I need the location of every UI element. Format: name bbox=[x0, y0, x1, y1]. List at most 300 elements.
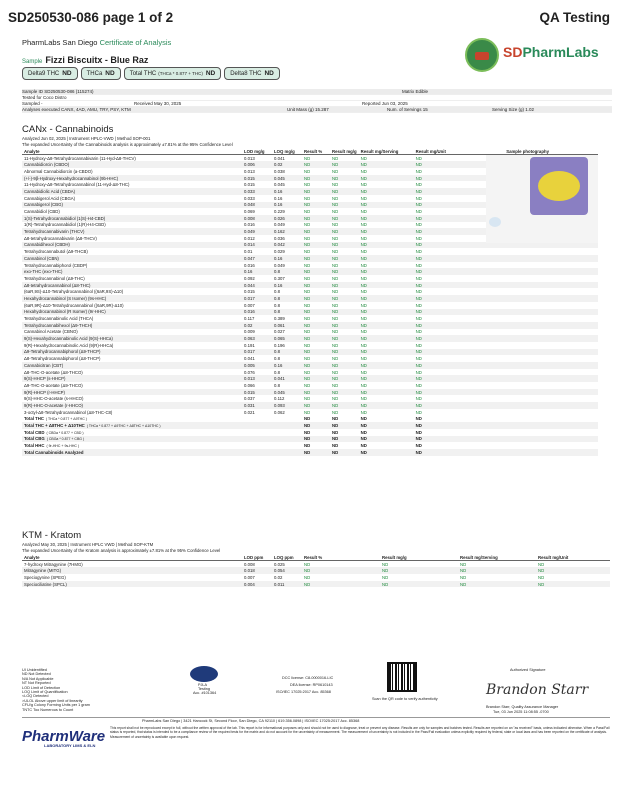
lod-value: 0.015 bbox=[242, 389, 272, 396]
photo-cell bbox=[458, 275, 598, 282]
result-value: ND bbox=[332, 429, 339, 435]
result-value: ND bbox=[359, 175, 414, 182]
table-row bbox=[22, 581, 610, 588]
report-title: SD250530-086 page 1 of 2 bbox=[8, 10, 174, 25]
footer-disclaimer: This report shall not be reproduced except in full, without the written approval of the lab. This report is for informational purposes only and should not be used to diagnose, treat or prevent any disease. Results are only for samples and batches tested. Results are reported on an "as received" basis, unless indicated otherwise. When a Pass/Fail status is reported, that status is intended to be a compliance review of the required tests for the matrix and do not account for the uncertainty of measurement. The measurement of uncertainty is not included in the Pass/Fail evaluation unless explicitly required by federal, state or local laws and has been reported on the certificate of analysis. Measurement of uncertainty is available upon request. bbox=[110, 726, 610, 739]
pjla-sub: Testing bbox=[198, 687, 211, 691]
result-value: ND bbox=[360, 262, 367, 268]
page-header bbox=[8, 10, 610, 32]
analyte-name: Abnormal Cannabidiorcin (a-CBDO) bbox=[24, 168, 93, 174]
result-value: ND bbox=[414, 228, 458, 235]
pharmware-sub: LABORATORY LIMS & ELN bbox=[44, 743, 96, 748]
result-value: ND bbox=[332, 222, 339, 228]
result-value: ND bbox=[414, 402, 458, 409]
result-value: ND bbox=[359, 242, 414, 249]
loq-value bbox=[272, 416, 302, 423]
loq-value: 0.196 bbox=[274, 342, 285, 348]
result-value: ND bbox=[330, 422, 359, 429]
analyte-name: Δ8-Tetrahydrocannabiphorol (Δ8-THCP) bbox=[24, 356, 101, 362]
lod-value: 0.191 bbox=[244, 342, 255, 348]
pjla-acc: Acc. #101364 bbox=[193, 691, 217, 695]
photo-cell bbox=[458, 395, 598, 402]
result-value: ND bbox=[414, 362, 458, 369]
result-value: ND bbox=[415, 289, 422, 295]
qr-code-icon[interactable] bbox=[387, 662, 417, 692]
photo-cell bbox=[458, 268, 598, 275]
photo-cell bbox=[458, 355, 598, 362]
pill-value: ND bbox=[264, 70, 274, 77]
table-row bbox=[22, 255, 598, 262]
result-value: ND bbox=[304, 249, 311, 255]
pjla-label: PJLA bbox=[198, 683, 208, 687]
gummy-icon bbox=[489, 217, 501, 227]
result-value: ND bbox=[330, 268, 359, 275]
result-value: ND bbox=[304, 561, 311, 567]
result-value: ND bbox=[415, 382, 422, 388]
result-value: ND bbox=[414, 335, 458, 342]
photo-cell bbox=[458, 389, 598, 396]
result-value: ND bbox=[359, 282, 414, 289]
result-value: ND bbox=[360, 382, 367, 388]
legend-item: N/A Not Applicable bbox=[22, 676, 54, 681]
result-value: ND bbox=[415, 275, 422, 281]
result-value: ND bbox=[536, 581, 610, 588]
product-package-icon bbox=[530, 157, 588, 215]
result-value: ND bbox=[304, 155, 311, 161]
lod-value: 0.016 bbox=[244, 262, 255, 268]
result-value: ND bbox=[302, 228, 330, 235]
dcc-license: DCC license: C8-0000016-LIC bbox=[282, 676, 334, 680]
pill-2 bbox=[124, 67, 222, 80]
result-value: ND bbox=[359, 436, 414, 443]
lod-value bbox=[242, 436, 272, 443]
result-value: ND bbox=[415, 168, 422, 174]
result-value: ND bbox=[304, 342, 311, 348]
lod-value: 0.16 bbox=[242, 268, 272, 275]
pill-1 bbox=[81, 67, 121, 80]
lod-value bbox=[242, 422, 272, 429]
result-value: ND bbox=[360, 329, 367, 335]
result-value: ND bbox=[302, 309, 330, 316]
photo-cell bbox=[458, 442, 598, 449]
total-name bbox=[22, 442, 242, 449]
result-value: ND bbox=[458, 567, 536, 574]
pharmware-logo bbox=[22, 728, 106, 758]
loq-value: 0.16 bbox=[272, 202, 302, 209]
lod-value: 0.041 bbox=[244, 356, 255, 362]
loq-value bbox=[272, 422, 302, 429]
analyte-name: Cannabidihexol (CBDH) bbox=[22, 242, 242, 249]
photo-cell bbox=[458, 409, 598, 416]
sample-line bbox=[22, 55, 148, 65]
result-value: ND bbox=[304, 222, 311, 228]
result-value: ND bbox=[360, 396, 367, 402]
result-value: ND bbox=[538, 574, 545, 580]
result-value: ND bbox=[360, 249, 367, 255]
pill-3 bbox=[224, 67, 280, 80]
photo-cell bbox=[458, 362, 598, 369]
ktm-meta1: Analyzed May 30, 2025 | Instrument HPLC VWD | Method SOP-KTM bbox=[22, 542, 154, 547]
lod-value: 0.016 bbox=[242, 309, 272, 316]
legend-item: <LOQ Detected bbox=[22, 694, 49, 699]
lod-value: 0.017 bbox=[242, 295, 272, 302]
lod-value: 0.013 bbox=[242, 375, 272, 382]
loq-value: 0.8 bbox=[272, 309, 302, 316]
result-value: ND bbox=[360, 195, 367, 201]
photo-cell bbox=[458, 255, 598, 262]
analyte-name: Cannabidiolic Acid (CBDA) bbox=[22, 188, 242, 195]
legend-item: >ULOL Above upper limit of linearity bbox=[22, 698, 83, 703]
col-header: Result mg/Serving bbox=[360, 149, 399, 155]
result-value: ND bbox=[360, 356, 367, 362]
result-value: ND bbox=[415, 342, 422, 348]
col-header: Result mg/Serving bbox=[460, 555, 498, 561]
total-row bbox=[22, 422, 598, 429]
result-value: ND bbox=[332, 316, 339, 322]
lod-value: 0.033 bbox=[244, 195, 255, 201]
result-value: ND bbox=[332, 182, 339, 188]
lod-value: 0.007 bbox=[244, 574, 255, 580]
lod-value: 0.015 bbox=[244, 289, 255, 295]
loq-value: 0.112 bbox=[274, 396, 285, 402]
total-name bbox=[22, 422, 242, 429]
lod-value: 0.076 bbox=[244, 369, 255, 375]
loq-value: 0.038 bbox=[274, 168, 285, 174]
result-value: ND bbox=[302, 282, 330, 289]
result-value: ND bbox=[332, 329, 339, 335]
result-value: ND bbox=[380, 581, 458, 588]
result-value: ND bbox=[415, 249, 422, 255]
loq-value: 0.8 bbox=[272, 349, 302, 356]
result-value: ND bbox=[304, 209, 311, 215]
result-value: ND bbox=[414, 349, 458, 356]
total-label: Total Cannabinoids Analyzed bbox=[24, 449, 84, 455]
result-value: ND bbox=[460, 561, 467, 567]
lod-value: 0.012 bbox=[244, 235, 255, 241]
result-value: ND bbox=[414, 422, 458, 429]
result-value: ND bbox=[414, 161, 458, 168]
result-value: ND bbox=[382, 574, 389, 580]
pill-label: Total THC bbox=[129, 71, 157, 77]
table-row bbox=[22, 275, 598, 282]
loq-value: 0.054 bbox=[272, 567, 302, 574]
result-value: ND bbox=[302, 268, 330, 275]
signature-image: Brandon Starr bbox=[486, 682, 589, 698]
lod-value: 0.02 bbox=[242, 322, 272, 329]
total-name bbox=[22, 436, 242, 443]
photo-cell bbox=[458, 315, 598, 322]
analyte-name: 1(R)-Tetrahydrocannabidiol (1(R)-H4-CBD) bbox=[24, 222, 106, 228]
pharmware-a: Pharm bbox=[22, 728, 69, 745]
result-value: ND bbox=[330, 389, 359, 396]
photo-cell bbox=[458, 375, 598, 382]
result-value: ND bbox=[360, 342, 367, 348]
lod-value: 0.031 bbox=[242, 402, 272, 409]
canx-title: CANx - Cannabinoids bbox=[22, 124, 114, 135]
result-value: ND bbox=[304, 195, 311, 201]
col-header: LOD mg/g bbox=[244, 149, 265, 155]
sample-photo bbox=[486, 155, 598, 243]
analyte-name: Cannabigerol Acid (CBGA) bbox=[24, 195, 76, 201]
photo-cell bbox=[458, 295, 598, 302]
result-value: ND bbox=[330, 202, 359, 209]
result-value: ND bbox=[304, 369, 311, 375]
total-formula: ( CBDa * 0.877 + CBD ) bbox=[46, 430, 84, 435]
result-value: ND bbox=[304, 262, 311, 268]
result-value: ND bbox=[360, 316, 367, 322]
photo-cell bbox=[458, 262, 598, 269]
loq-value: 0.02 bbox=[272, 161, 302, 168]
analyses: Analyses executed CANX, 4AD, AMU, TRY, PSY, KTM bbox=[22, 107, 131, 112]
result-value: ND bbox=[302, 422, 330, 429]
result-value: ND bbox=[359, 255, 414, 262]
loq-value: 0.16 bbox=[272, 282, 302, 289]
result-value: ND bbox=[360, 209, 367, 215]
footer-address: PharmLabs San Diego | 3421 Hancock St, Second Floor, San Diego, CA 92110 | 619.356.0898 | ISO/IEC 17025:2017 Acc. 85368 bbox=[142, 719, 360, 723]
result-value: ND bbox=[360, 275, 367, 281]
loq-value: 0.045 bbox=[272, 175, 302, 182]
result-value: ND bbox=[330, 449, 359, 456]
result-value: ND bbox=[332, 409, 339, 415]
table-row bbox=[22, 302, 598, 309]
result-value: ND bbox=[330, 242, 359, 249]
logo-rest: PharmLabs bbox=[522, 44, 599, 60]
col-header: Result mg/g bbox=[332, 149, 357, 155]
sample-info bbox=[22, 89, 612, 113]
loq-value: 0.16 bbox=[272, 188, 302, 195]
result-value: ND bbox=[302, 188, 330, 195]
logo-mark-icon bbox=[465, 38, 499, 72]
result-value: ND bbox=[360, 416, 367, 422]
loq-value bbox=[272, 429, 302, 436]
photo-cell bbox=[458, 349, 598, 356]
photo-cell bbox=[458, 329, 598, 336]
total-name bbox=[22, 429, 242, 436]
analyte-name: (6aR,9R)-Δ10-Tetrahydrocannabinol ((6aR,9R)-Δ10) bbox=[24, 302, 124, 308]
legend-item: LOD Limit of Detection bbox=[22, 685, 61, 690]
result-value: ND bbox=[330, 161, 359, 168]
result-value: ND bbox=[415, 235, 422, 241]
loq-value: 0.042 bbox=[272, 242, 302, 249]
canx-meta1: Analyzed Jun 02, 2025 | Instrument HPLC-VWD | Method SOP-001 bbox=[22, 136, 151, 141]
analyte-name: 1(S)-Tetrahydrocannabidiol (1(S)-H4-CBD) bbox=[22, 215, 242, 222]
col-header: LOQ ppm bbox=[274, 555, 294, 561]
table-row bbox=[22, 342, 598, 349]
photo-cell bbox=[458, 288, 598, 295]
result-value: ND bbox=[302, 295, 330, 302]
loq-value: 0.027 bbox=[274, 329, 285, 335]
result-value: ND bbox=[332, 396, 339, 402]
result-value: ND bbox=[360, 155, 367, 161]
loq-value: 0.8 bbox=[274, 302, 280, 308]
analyte-name: Cannabidiol (CBD) bbox=[24, 209, 60, 215]
result-value: ND bbox=[414, 436, 458, 443]
analyte-name: Δ8-tetrahydrocannabinol (Δ8-THC) bbox=[22, 282, 242, 289]
loq-value: 0.093 bbox=[272, 402, 302, 409]
result-value: ND bbox=[414, 449, 458, 456]
loq-value: 0.029 bbox=[274, 249, 285, 255]
photo-cell bbox=[458, 429, 598, 436]
result-value: ND bbox=[360, 302, 367, 308]
sample-label: Sample bbox=[22, 59, 43, 65]
result-value: ND bbox=[360, 409, 367, 415]
table-row bbox=[22, 409, 598, 416]
result-value: ND bbox=[415, 302, 422, 308]
result-value: ND bbox=[414, 295, 458, 302]
unit-mass: Unit Mass (g) 15.287 bbox=[287, 107, 329, 112]
lod-value: 0.013 bbox=[244, 168, 255, 174]
analyte-name: Cannabicitran (CBT) bbox=[22, 362, 242, 369]
analyte-name: 9(R)-HHCP (r-HHCP) bbox=[22, 389, 242, 396]
loq-value bbox=[272, 442, 302, 449]
total-label: Total HHC bbox=[24, 443, 45, 449]
loq-value: 0.8 bbox=[274, 369, 280, 375]
loq-value: 0.389 bbox=[274, 316, 285, 322]
lod-value bbox=[242, 429, 272, 436]
ktm-title: KTM - Kratom bbox=[22, 530, 82, 541]
legend-item: UI Unidentified bbox=[22, 668, 47, 672]
col-header: Result % bbox=[304, 555, 323, 561]
col-header: Analyte bbox=[24, 555, 40, 561]
sampled: Sampled - bbox=[22, 101, 43, 106]
result-value: ND bbox=[304, 168, 311, 174]
result-value: ND bbox=[359, 215, 414, 222]
pjla-icon bbox=[190, 666, 218, 682]
servings: Num. of Servings 15 bbox=[387, 107, 428, 112]
result-value: ND bbox=[359, 202, 414, 209]
table-row bbox=[22, 268, 598, 275]
analyte-name: Speciogynine (SPEG) bbox=[24, 574, 66, 580]
total-row bbox=[22, 429, 598, 436]
table-row bbox=[22, 561, 610, 568]
sample-name: Fizzi Biscuitx - Blue Raz bbox=[45, 55, 149, 65]
result-value: ND bbox=[359, 322, 414, 329]
lod-value: 0.047 bbox=[242, 255, 272, 262]
lod-value: 0.044 bbox=[242, 282, 272, 289]
result-value: ND bbox=[304, 574, 311, 580]
lod-value: 0.013 bbox=[244, 155, 255, 161]
lod-value: 0.048 bbox=[242, 202, 272, 209]
table-row bbox=[22, 288, 598, 295]
result-value: ND bbox=[414, 242, 458, 249]
lod-value: 0.005 bbox=[242, 362, 272, 369]
table-row bbox=[22, 335, 598, 342]
result-value: ND bbox=[330, 295, 359, 302]
lod-value: 0.017 bbox=[242, 349, 272, 356]
result-value: ND bbox=[360, 289, 367, 295]
result-value: ND bbox=[360, 429, 367, 435]
result-value: ND bbox=[302, 567, 380, 574]
result-value: ND bbox=[330, 228, 359, 235]
legend-item: ND Not Detected bbox=[22, 672, 51, 677]
result-value: ND bbox=[332, 302, 339, 308]
result-value: ND bbox=[415, 443, 422, 449]
lod-value: 0.004 bbox=[242, 581, 272, 588]
total-formula: ( CBGa * 0.877 + CBG ) bbox=[46, 437, 85, 442]
lod-value bbox=[242, 416, 272, 423]
legend-item: CFU/g Colony Forming Units per 1 gram bbox=[22, 703, 90, 708]
analyte-name: Tetrahydrocannabiphorol (CBDP) bbox=[24, 262, 88, 268]
total-label: Total CBD bbox=[24, 429, 45, 435]
analyte-name: (+/-)-9β-Hydroxy-Hexahydrocannabinol (9b-HHC) bbox=[22, 175, 242, 182]
result-value: ND bbox=[304, 356, 311, 362]
analyte-name: Hexahydrocannabinol (R Isomer) (9r-HHC) bbox=[22, 309, 242, 316]
analyte-name: Δ9-Tetrahydrocannabiphorol (Δ9-THCP) bbox=[22, 349, 242, 356]
analyte-name: 7-hydroxy Mitragynine (7HMG) bbox=[24, 561, 83, 567]
result-value: ND bbox=[330, 309, 359, 316]
loq-value: 0.049 bbox=[274, 222, 285, 228]
result-value: ND bbox=[415, 262, 422, 268]
result-value: ND bbox=[330, 282, 359, 289]
lab-line bbox=[22, 38, 171, 47]
legend-item: NT Not Reported bbox=[22, 681, 51, 686]
result-value: ND bbox=[332, 356, 339, 362]
ktm-meta2: The expanded Uncertainty of the Kratom analysis is approximately ±7.81% at the 95% Confidence Level bbox=[22, 548, 221, 553]
total-formula: ( 9r-HHC + 9s-HHC ) bbox=[46, 444, 80, 449]
result-value: ND bbox=[332, 369, 339, 375]
qa-label: QA Testing bbox=[539, 10, 610, 25]
result-value: ND bbox=[304, 289, 311, 295]
summary-pills bbox=[22, 67, 280, 80]
loq-value: 0.026 bbox=[272, 215, 302, 222]
result-value: ND bbox=[414, 175, 458, 182]
result-value: ND bbox=[415, 195, 422, 201]
result-value: ND bbox=[330, 335, 359, 342]
col-header: Sample photography bbox=[506, 149, 549, 155]
result-value: ND bbox=[304, 409, 311, 415]
lab-name: PharmLabs San Diego bbox=[22, 38, 98, 47]
iso-license: ISO/IEC 17025:2017 Acc. 85368 bbox=[276, 690, 331, 694]
lod-value bbox=[242, 442, 272, 449]
loq-value: 0.036 bbox=[274, 235, 285, 241]
result-value: ND bbox=[330, 349, 359, 356]
lod-value: 0.066 bbox=[244, 382, 255, 388]
result-value: ND bbox=[330, 255, 359, 262]
result-value: ND bbox=[302, 161, 330, 168]
result-value: ND bbox=[304, 302, 311, 308]
result-value: ND bbox=[415, 209, 422, 215]
loq-value: 0.229 bbox=[274, 209, 285, 215]
table-row bbox=[22, 309, 598, 316]
result-value: ND bbox=[332, 155, 339, 161]
col-header: LOQ mg/g bbox=[274, 149, 295, 155]
result-value: ND bbox=[330, 322, 359, 329]
col-header: Result mg/g bbox=[382, 555, 407, 561]
lod-value: 0.009 bbox=[244, 329, 255, 335]
loq-value: 0.049 bbox=[274, 262, 285, 268]
pharmware-b: Ware bbox=[68, 728, 106, 745]
table-row bbox=[22, 248, 598, 255]
lod-value: 0.033 bbox=[242, 188, 272, 195]
loq-value: 0.16 bbox=[272, 362, 302, 369]
result-value: ND bbox=[382, 561, 389, 567]
result-value: ND bbox=[415, 396, 422, 402]
photo-cell bbox=[458, 402, 598, 409]
abbreviation-legend bbox=[22, 668, 90, 712]
total-row bbox=[22, 449, 598, 456]
table-row bbox=[22, 402, 598, 409]
photo-cell bbox=[458, 342, 598, 349]
loq-value: 0.16 bbox=[272, 255, 302, 262]
analyte-name: 9(R)-HHC-O-acetate (r-HHCO) bbox=[22, 402, 242, 409]
result-value: ND bbox=[360, 443, 367, 449]
lod-value: 0.006 bbox=[242, 161, 272, 168]
table-row bbox=[22, 355, 598, 362]
sample-id: Sample ID SD250530-086 (115274) bbox=[22, 89, 94, 94]
result-value: ND bbox=[359, 295, 414, 302]
legend-item: LOQ Limit of Quantification bbox=[22, 690, 68, 695]
result-value: ND bbox=[330, 402, 359, 409]
